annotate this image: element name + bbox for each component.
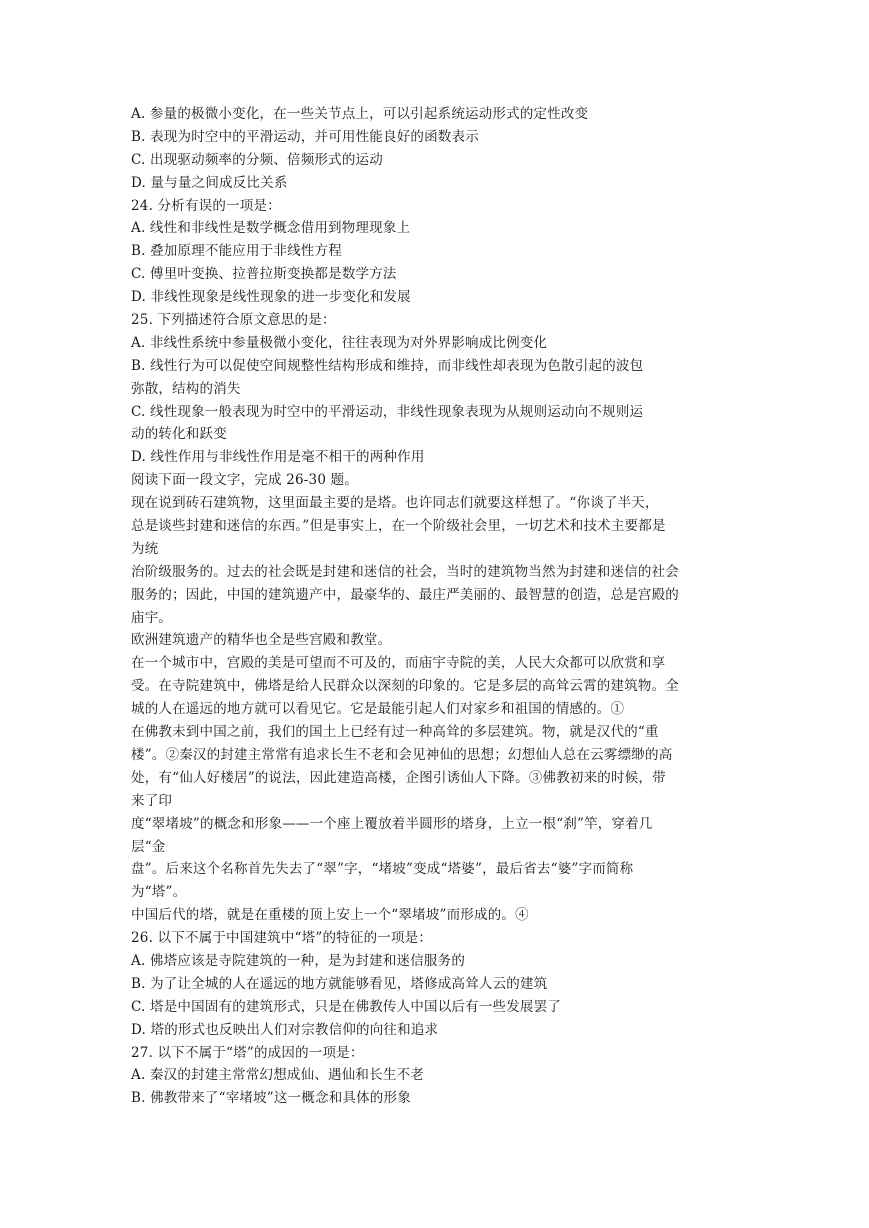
text-line: D. 非线性现象是线性现象的进一步变化和发展: [131, 289, 411, 306]
text-line: 服务的；因此，中国的建筑遗产中，最豪华的、最庄严美丽的、最智慧的创造，总是宫殿的: [131, 586, 679, 603]
text-line: C. 傅里叶变换、拉普拉斯变换都是数学方法: [131, 266, 397, 283]
text-line: A. 佛塔应该是寺院建筑的一种，是为封建和迷信服务的: [131, 952, 466, 969]
text-line: 处，有“仙人好楼居”的说法，因此建造高楼，企图引诱仙人下降。③佛教初来的时候，带: [131, 769, 666, 786]
text-line: A. 线性和非线性是数学概念借用到物理现象上: [131, 220, 411, 237]
text-line: A. 参量的极微小变化，在一些关节点上，可以引起系统运动形式的定性改变: [131, 106, 589, 122]
document-page: [131, 103, 741, 1110]
text-line: 弥散，结构的消失: [131, 380, 241, 397]
question-heading: 27. 以下不属于“塔”的成因的一项是：: [131, 1044, 364, 1061]
text-line: B. 叠加原理不能应用于非线性方程: [131, 243, 342, 260]
text-line: C. 线性现象一般表现为时空中的平滑运动，非线性现象表现为从规则运动向不规则运: [131, 403, 644, 420]
text-line: 为统: [131, 540, 159, 557]
text-line: 庙宇。: [131, 609, 173, 626]
text-line: 欧洲建筑遗产的精华也全是些宫殿和教堂。: [131, 632, 392, 649]
text-line: D. 塔的形式也反映出人们对宗教信仰的向往和追求: [131, 1021, 439, 1038]
text-line: 为“塔”。: [131, 884, 187, 901]
text-line: B. 佛教带来了“宰堵坡”这一概念和具体的形象: [131, 1090, 411, 1107]
text-line: 层“金: [131, 838, 166, 855]
text-line: D. 线性作用与非线性作用是毫不相干的两种作用: [131, 449, 425, 466]
text-line: 城的人在遥远的地方就可以看见它。它是最能引起人们对家乡和祖国的情感的。①: [131, 701, 625, 718]
question-heading: 26. 以下不属于中国建筑中“塔”的特征的一项是：: [131, 930, 433, 947]
text-line: 楼”。②秦汉的封建主常常有追求长生不老和会见神仙的思想；幻想仙人总在云雾缥缈的高: [131, 746, 673, 763]
text-line: 受。在寺院建筑中，佛塔是给人民群众以深刻的印象的。它是多层的高耸云霄的建筑物。全: [131, 678, 679, 695]
text-line: A. 秦汉的封建主常常幻想成仙、遇仙和长生不老: [131, 1067, 424, 1084]
text-line: 来了印: [131, 792, 173, 809]
text-line: 在一个城市中，宫殿的美是可望而不可及的，而庙宇寺院的美，人民大众都可以欣赏和享: [131, 655, 666, 672]
text-line: 中国后代的塔，就是在重楼的顶上安上一个“翠堵坡”而形成的。④: [131, 907, 529, 924]
text-line: 盘”。后来这个名称首先失去了“翠”字，“堵坡”变成“塔婆”，最后省去“婆”字而简称: [131, 861, 634, 878]
question-heading: 25. 下列描述符合原文意思的是：: [131, 312, 336, 329]
text-line: D. 量与量之间成反比关系: [131, 174, 288, 191]
text-line: C. 塔是中国固有的建筑形式，只是在佛教传人中国以后有一些发展罢了: [131, 998, 562, 1015]
reading-instruction: 阅读下面一段文字，完成 26-30 题。: [131, 472, 359, 489]
text-line: 总是谈些封建和迷信的东西。”但是事实上，在一个阶级社会里，一切艺术和技术主要都是: [131, 518, 666, 535]
text-line: 在佛教未到中国之前，我们的国土上已经有过一种高耸的多层建筑。物，就是汉代的“重: [131, 724, 659, 741]
text-line: C. 出现驱动频率的分频、倍频形式的运动: [131, 151, 383, 168]
question-heading: 24. 分析有误的一项是：: [131, 197, 281, 214]
text-line: B. 线性行为可以促使空间规整性结构形成和维持，而非线性却表现为色散引起的波包: [131, 357, 644, 374]
text-line: B. 为了让全城的人在遥远的地方就能够看见，塔修成高耸人云的建筑: [131, 975, 548, 992]
text-line: 度“翠堵坡”的概念和形象——一个座上覆放着半圆形的塔身，上立一根“刹”竿，穿着几: [131, 815, 653, 832]
text-line: 动的转化和跃变: [131, 426, 227, 443]
text-line: 治阶级服务的。过去的社会既是封建和迷信的社会，当时的建筑物当然为封建和迷信的社会: [131, 563, 679, 580]
text-line: 现在说到砖石建筑物，这里面最主要的是塔。也许同志们就要这样想了。“你谈了半天，: [131, 495, 659, 512]
text-line: B. 表现为时空中的平滑运动，并可用性能良好的函数表示: [131, 128, 479, 145]
text-line: A. 非线性系统中参量极微小变化，往往表现为对外界影响成比例变化: [131, 334, 548, 351]
